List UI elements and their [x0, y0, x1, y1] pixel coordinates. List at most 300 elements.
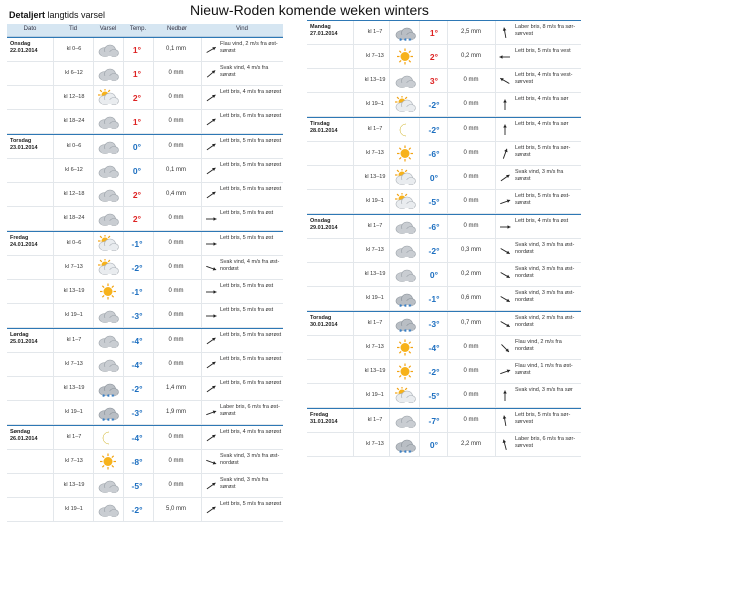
forecast-row	[307, 21, 581, 45]
column-temp: Temp.	[129, 26, 147, 32]
time-range: kl 19–1	[65, 506, 83, 512]
column-divider	[419, 45, 420, 68]
sun-icon	[391, 145, 419, 162]
wind-description: Lett bris, 5 m/s fra øst-sørøst	[515, 193, 571, 206]
column-divider	[153, 377, 154, 400]
forecast-row	[7, 159, 283, 183]
precipitation: 0 mm	[168, 215, 184, 221]
forecast-row	[307, 312, 581, 336]
column-divider	[53, 329, 54, 352]
wind-description: Svak vind, 3 m/s fra sørøst	[515, 169, 564, 182]
column-divider	[201, 450, 202, 473]
forecast-row	[7, 304, 283, 328]
column-divider	[353, 312, 354, 335]
column-divider	[495, 21, 496, 44]
precipitation: 0 mm	[463, 223, 479, 229]
sun-icon	[391, 363, 419, 380]
svg-text:✱ ✱ ✱: ✱ ✱ ✱	[399, 449, 412, 453]
column-header-row	[7, 24, 283, 37]
wind-arrow	[204, 309, 218, 321]
wind-arrow-icon	[204, 262, 218, 274]
weather-icon-cell	[391, 193, 419, 210]
wind-arrow	[204, 164, 218, 176]
sun-cloud-icon	[391, 387, 419, 404]
cloud-icon	[94, 113, 122, 130]
wind-description: Lett bris, 5 m/s fra øst	[220, 283, 274, 289]
column-divider	[123, 280, 124, 303]
temperature: -4°	[131, 360, 143, 370]
forecast-row	[307, 69, 581, 93]
wind-description: Lett bris, 6 m/s fra sørøst	[220, 380, 282, 386]
precipitation: 0 mm	[168, 312, 184, 318]
day-group	[7, 134, 283, 231]
temperature: 0°	[429, 270, 439, 280]
column-divider	[419, 93, 420, 116]
weather-icon-cell	[94, 453, 122, 470]
temperature: 1°	[132, 69, 142, 79]
column-divider	[389, 336, 390, 359]
forecast-row	[7, 329, 283, 353]
column-divider	[419, 336, 420, 359]
column-divider	[389, 360, 390, 383]
wind-description: Svak vind, 4 m/s fra øst-nordøst	[220, 259, 280, 272]
column-divider	[447, 433, 448, 456]
column-divider	[419, 360, 420, 383]
column-divider	[447, 142, 448, 165]
precipitation: 2,2 mm	[460, 441, 481, 447]
wind-arrow	[204, 431, 218, 443]
precipitation: 0 mm	[168, 434, 184, 440]
wind-description: Lett bris, 4 m/s fra øst	[515, 218, 569, 224]
sun-cloud-icon	[391, 193, 419, 210]
column-divider	[153, 498, 154, 521]
temperature: -7°	[428, 416, 440, 426]
column-divider	[93, 38, 94, 61]
snow-cloud-icon	[94, 404, 122, 421]
day-label	[310, 121, 338, 135]
wind-description: Lett bris, 5 m/s fra sørøst	[220, 138, 282, 144]
column-divider	[353, 433, 354, 456]
day-date: 31.01.2014	[310, 419, 338, 425]
temperature: -1°	[131, 287, 143, 297]
time-range: kl 13–19	[364, 174, 386, 180]
wind-arrow	[498, 317, 512, 329]
weather-icon-cell	[94, 380, 122, 397]
temperature: 0°	[132, 142, 142, 152]
temperature: -6°	[428, 222, 440, 232]
column-divider	[123, 450, 124, 473]
weather-icon-cell	[391, 290, 419, 307]
time-range: kl 1–7	[367, 223, 383, 229]
forecast-row	[7, 207, 283, 231]
forecast-row	[7, 401, 283, 425]
wind-arrow	[204, 237, 218, 249]
precipitation: 0 mm	[168, 94, 184, 100]
column-divider	[389, 45, 390, 68]
column-divider	[93, 329, 94, 352]
column-divider	[419, 384, 420, 407]
column-divider	[201, 304, 202, 327]
wind-arrow	[498, 438, 512, 450]
wind-arrow-icon	[204, 44, 218, 56]
day-date: 25.01.2014	[10, 339, 38, 345]
wind-arrow	[204, 334, 218, 346]
column-divider	[93, 401, 94, 424]
forecast-row	[7, 256, 283, 280]
temperature: -2°	[428, 246, 440, 256]
wind-description: Lett bris, 5 m/s fra sørøst	[220, 332, 282, 338]
wind-arrow-icon	[204, 359, 218, 371]
wind-description: Svak vind, 3 m/s fra øst-nordøst	[515, 266, 575, 279]
wind-description: Lett bris, 5 m/s fra sør-sørøst	[515, 145, 571, 158]
left-forecast-table	[7, 37, 283, 522]
column-divider	[93, 232, 94, 255]
precipitation: 0 mm	[168, 361, 184, 367]
precipitation: 0 mm	[463, 77, 479, 83]
forecast-row	[7, 498, 283, 522]
column-divider	[123, 353, 124, 376]
column-divider	[447, 263, 448, 286]
time-range: kl 7–13	[366, 344, 384, 350]
wind-arrow-icon	[498, 439, 512, 451]
day-date: 24.01.2014	[10, 242, 38, 248]
forecast-row	[307, 384, 581, 408]
wind-arrow-icon	[498, 293, 512, 305]
column-divider	[123, 256, 124, 279]
column-divider	[53, 86, 54, 109]
column-divider	[53, 207, 54, 230]
column-divider	[389, 69, 390, 92]
wind-arrow-icon	[498, 415, 512, 427]
column-divider	[153, 86, 154, 109]
snow-cloud-icon	[391, 436, 419, 453]
column-divider	[447, 336, 448, 359]
precipitation: 0 mm	[463, 417, 479, 423]
column-divider	[389, 93, 390, 116]
column-divider	[123, 38, 124, 61]
column-divider	[123, 86, 124, 109]
weather-icon-cell	[94, 113, 122, 130]
column-divider	[419, 433, 420, 456]
column-divider	[419, 69, 420, 92]
cloud-icon	[94, 210, 122, 227]
wind-description: Lett bris, 5 m/s fra sørøst	[220, 501, 282, 507]
precipitation: 0 mm	[168, 118, 184, 124]
wind-description: Svak vind, 3 m/s fra sør	[515, 387, 573, 393]
day-label	[310, 24, 338, 38]
wind-arrow-icon	[498, 196, 512, 208]
column-divider	[153, 450, 154, 473]
time-range: kl 19–1	[65, 312, 83, 318]
wind-arrow	[204, 67, 218, 79]
weather-icon-cell	[391, 266, 419, 283]
column-divider	[93, 110, 94, 133]
column-divider	[389, 239, 390, 262]
column-divider	[93, 280, 94, 303]
weather-icon-cell	[391, 72, 419, 89]
day-label	[10, 138, 38, 152]
column-divider	[353, 142, 354, 165]
cloud-icon	[94, 501, 122, 518]
column-divider	[419, 142, 420, 165]
column-divider	[153, 183, 154, 206]
sun-cloud-icon	[94, 235, 122, 252]
column-divider	[447, 239, 448, 262]
wind-arrow-icon	[204, 213, 218, 225]
column-varsel: Varsel	[99, 26, 117, 32]
wind-description: Lett bris, 5 m/s fra sørøst	[220, 162, 282, 168]
wind-arrow-icon	[498, 124, 512, 136]
column-divider	[123, 377, 124, 400]
day-group	[307, 20, 581, 117]
temperature: -5°	[131, 481, 143, 491]
weather-icon-cell	[94, 186, 122, 203]
weather-icon-cell	[94, 65, 122, 82]
weather-icon-cell	[391, 145, 419, 162]
column-divider	[123, 159, 124, 182]
column-divider	[447, 360, 448, 383]
column-divider	[153, 159, 154, 182]
column-divider	[419, 118, 420, 141]
column-divider	[389, 21, 390, 44]
column-divider	[495, 190, 496, 213]
column-divider	[201, 135, 202, 158]
day-date: 28.01.2014	[310, 128, 338, 134]
wind-arrow	[498, 244, 512, 256]
day-name: Torsdag	[310, 315, 332, 321]
forecast-row	[7, 86, 283, 110]
day-label	[10, 41, 38, 55]
day-date: 30.01.2014	[310, 322, 338, 328]
time-range: kl 13–19	[63, 288, 85, 294]
column-divider	[389, 287, 390, 310]
weather-icon-cell	[391, 412, 419, 429]
column-divider	[153, 256, 154, 279]
column-divider	[201, 256, 202, 279]
column-divider	[495, 336, 496, 359]
time-range: kl 19–1	[65, 409, 83, 415]
forecast-row	[307, 215, 581, 239]
temperature: 2°	[132, 93, 142, 103]
precipitation: 0,4 mm	[165, 191, 186, 197]
day-label	[310, 315, 338, 329]
wind-arrow-icon	[498, 342, 512, 354]
wind-arrow-icon	[204, 383, 218, 395]
day-name: Tirsdag	[310, 121, 330, 127]
precipitation: 0 mm	[168, 70, 184, 76]
wind-description: Lett bris, 4 m/s fra sørøst	[220, 89, 282, 95]
time-range: kl 12–18	[63, 94, 85, 100]
wind-arrow-icon	[204, 432, 218, 444]
wind-arrow	[204, 212, 218, 224]
column-divider	[201, 377, 202, 400]
wind-arrow	[204, 115, 218, 127]
weather-icon-cell	[94, 501, 122, 518]
precipitation: 0,2 mm	[460, 271, 481, 277]
column-divider	[495, 93, 496, 116]
column-divider	[153, 135, 154, 158]
cloud-icon	[391, 72, 419, 89]
precipitation: 1,9 mm	[165, 409, 186, 415]
wind-arrow-icon	[204, 407, 218, 419]
forecast-row	[7, 135, 283, 159]
day-date: 23.01.2014	[10, 145, 38, 151]
column-divider	[123, 329, 124, 352]
moon-icon	[391, 121, 419, 138]
wind-description: Lett bris, 4 m/s fra vest-sørvest	[515, 72, 573, 85]
wind-description: Lett bris, 6 m/s fra sørøst	[220, 113, 282, 119]
wind-description: Flau vind, 2 m/s fra øst-sørøst	[220, 41, 278, 54]
forecast-row	[307, 239, 581, 263]
forecast-row	[307, 263, 581, 287]
time-range: kl 7–13	[366, 441, 384, 447]
wind-description: Laber bris, 8 m/s fra sør-sørvest	[515, 24, 576, 37]
column-nedbor: Nedbør	[166, 26, 187, 32]
column-divider	[389, 409, 390, 432]
temperature: -2°	[428, 367, 440, 377]
column-divider	[153, 474, 154, 497]
column-divider	[495, 239, 496, 262]
temperature: 2°	[429, 52, 439, 62]
cloud-icon	[94, 186, 122, 203]
day-date: 22.01.2014	[10, 48, 38, 54]
column-divider	[123, 426, 124, 449]
time-range: kl 19–1	[366, 198, 384, 204]
column-divider	[353, 287, 354, 310]
cloud-icon	[94, 356, 122, 373]
precipitation: 0 mm	[168, 482, 184, 488]
column-divider	[447, 287, 448, 310]
precipitation: 0 mm	[168, 288, 184, 294]
day-label	[310, 218, 338, 232]
precipitation: 1,4 mm	[165, 385, 186, 391]
temperature: 0°	[429, 173, 439, 183]
column-divider	[53, 450, 54, 473]
weather-icon-cell	[391, 121, 419, 138]
column-divider	[53, 159, 54, 182]
heading-rest: langtids varsel	[47, 10, 106, 20]
forecast-row	[7, 426, 283, 450]
wind-arrow	[204, 188, 218, 200]
weather-icon-cell	[391, 218, 419, 235]
column-divider	[447, 93, 448, 116]
weather-icon-cell	[391, 387, 419, 404]
forecast-row	[307, 433, 581, 457]
wind-arrow-icon	[204, 92, 218, 104]
column-divider	[353, 166, 354, 189]
time-range: kl 13–19	[63, 482, 85, 488]
wind-description: Flau vind, 1 m/s fra øst-sørøst	[515, 363, 573, 376]
snow-cloud-icon	[391, 290, 419, 307]
day-label	[10, 429, 38, 443]
time-range: kl 7–13	[65, 361, 83, 367]
column-divider	[495, 312, 496, 335]
weather-icon-cell	[94, 41, 122, 58]
time-range: kl 7–13	[366, 53, 384, 59]
temperature: 0°	[132, 166, 142, 176]
precipitation: 0,1 mm	[165, 167, 186, 173]
temperature: -3°	[131, 311, 143, 321]
column-divider	[201, 62, 202, 85]
temperature: -2°	[131, 384, 143, 394]
wind-arrow	[498, 365, 512, 377]
time-range: kl 6–12	[65, 70, 83, 76]
forecast-row	[307, 45, 581, 69]
wind-description: Lett bris, 5 m/s fra øst	[220, 307, 274, 313]
cloud-icon	[391, 266, 419, 283]
column-divider	[353, 239, 354, 262]
forecast-row	[307, 142, 581, 166]
column-divider	[123, 498, 124, 521]
column-divider	[353, 69, 354, 92]
time-range: kl 12–18	[63, 191, 85, 197]
temperature: -5°	[428, 391, 440, 401]
precipitation: 0 mm	[463, 101, 479, 107]
precipitation: 5,0 mm	[165, 506, 186, 512]
day-name: Torsdag	[10, 138, 32, 144]
day-name: Fredag	[10, 235, 29, 241]
column-divider	[389, 433, 390, 456]
weather-icon-cell	[94, 429, 122, 446]
wind-arrow	[498, 171, 512, 183]
wind-arrow-icon	[498, 269, 512, 281]
column-divider	[123, 232, 124, 255]
day-group	[307, 408, 581, 457]
wind-arrow	[498, 26, 512, 38]
weather-icon-cell	[94, 477, 122, 494]
column-divider	[153, 329, 154, 352]
column-divider	[93, 256, 94, 279]
column-divider	[93, 353, 94, 376]
time-range: kl 13–19	[364, 77, 386, 83]
column-divider	[495, 166, 496, 189]
wind-arrow-icon	[498, 148, 512, 160]
wind-arrow	[498, 195, 512, 207]
wind-arrow-icon	[204, 456, 218, 468]
wind-arrow-icon	[498, 366, 512, 378]
sun-icon	[94, 453, 122, 470]
time-range: kl 1–7	[367, 417, 383, 423]
column-divider	[153, 62, 154, 85]
column-divider	[123, 183, 124, 206]
weather-icon-cell	[391, 24, 419, 41]
time-range: kl 7–13	[65, 264, 83, 270]
wind-arrow-icon	[498, 51, 512, 63]
column-divider	[353, 45, 354, 68]
column-divider	[419, 312, 420, 335]
column-divider	[495, 360, 496, 383]
column-divider	[201, 474, 202, 497]
column-divider	[53, 38, 54, 61]
weather-icon-cell	[94, 210, 122, 227]
day-group	[307, 311, 581, 408]
precipitation: 0 mm	[168, 337, 184, 343]
column-divider	[123, 135, 124, 158]
column-divider	[495, 215, 496, 238]
column-divider	[389, 166, 390, 189]
column-divider	[419, 409, 420, 432]
column-divider	[93, 498, 94, 521]
column-divider	[93, 62, 94, 85]
temperature: -4°	[131, 433, 143, 443]
snow-cloud-icon	[94, 380, 122, 397]
time-range: kl 19–1	[366, 295, 384, 301]
precipitation: 0 mm	[168, 143, 184, 149]
sun-icon	[391, 339, 419, 356]
wind-description: Svak vind, 4 m/s fra sørøst	[220, 65, 269, 78]
time-range: kl 7–13	[366, 247, 384, 253]
time-range: kl 7–13	[65, 458, 83, 464]
